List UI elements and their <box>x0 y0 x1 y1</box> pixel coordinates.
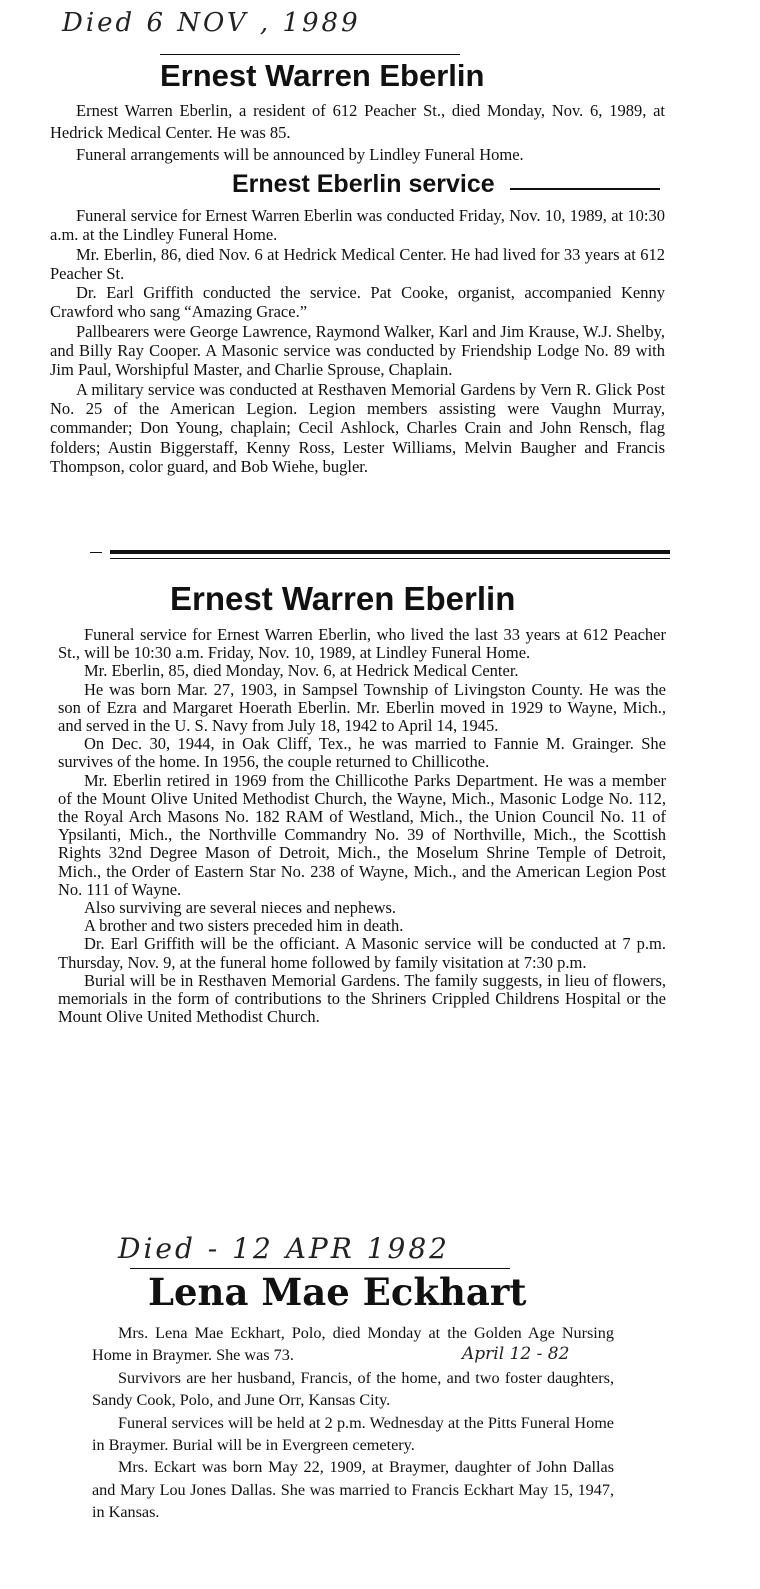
paragraph: Mrs. Eckart was born May 22, 1909, at Braymer, daughter of John Dallas and Mary Lou Jones Dallas. She was married to Francis Eckhart May 15, 1947, in Kansas. <box>92 1458 614 1522</box>
obituary-notice-eberlin <box>50 100 665 166</box>
paragraph: Funeral service for Ernest Warren Eberlin, who lived the last 33 years at 612 Peacher St., will be 10:30 a.m. Friday, Nov. 10, 1989, at Lindley Funeral Home. <box>58 625 666 663</box>
paragraph: Dr. Earl Griffith will be the officiant. A Masonic service will be conducted at 7 p.m. Thursday, Nov. 9, at the funeral home followed by family visitation at 7:30 p.m. <box>58 934 666 972</box>
service-report-eberlin <box>50 206 665 476</box>
paragraph: Funeral service for Ernest Warren Eberlin was conducted Friday, Nov. 10, 1989, at 10:30 a.m. at the Lindley Funeral Home. <box>50 206 665 245</box>
paragraph: Funeral services will be held at 2 p.m. Wednesday at the Pitts Funeral Home in Braymer. Burial will be in Evergreen cemetery. <box>92 1413 614 1455</box>
paragraph: A brother and two sisters preceded him in death. <box>84 916 404 936</box>
headline-lena-mae-eckhart: Lena Mae Eckhart <box>148 1270 527 1314</box>
rule-separator-thick <box>110 550 670 554</box>
paragraph: Mr. Eberlin, 86, died Nov. 6 at Hedrick Medical Center. He had lived for 33 years at 612 Peacher St. <box>50 244 665 283</box>
handwritten-date-1989: Died 6 NOV , 1989 <box>62 8 361 38</box>
handwritten-date-1982: Died - 12 APR 1982 <box>118 1232 450 1265</box>
paragraph: Funeral arrangements will be announced by Lindley Funeral Home. <box>76 145 524 164</box>
paragraph: Pallbearers were George Lawrence, Raymond Walker, Karl and Jim Krause, W.J. Shelby, and Billy Ray Cooper. A Masonic service was conducted by Friendship Lodge No. 89 with Jim Paul, Worshipful Master, and Charlie Sprouse, Chaplain. <box>50 321 665 380</box>
paragraph: He was born Mar. 27, 1903, in Sampsel Township of Livingston County. He was the son of Ezra and Margaret Hoerath Eberlin. Mr. Eberlin moved in 1929 to Wayne, Mich., and served in the U. S. Navy from July 18, 1942 to April 14, 1945. <box>58 679 666 736</box>
rule-under-date-2 <box>130 1268 510 1269</box>
obituary-eckhart <box>92 1322 614 1524</box>
paragraph: Dr. Earl Griffith conducted the service. Pat Cooke, organist, accompanied Kenny Crawford who sang “Amazing Grace.” <box>50 283 665 322</box>
rule-headline-underline <box>510 188 660 190</box>
paragraph: Mr. Eberlin retired in 1969 from the Chillicothe Parks Department. He was a member of the Mount Olive United Methodist Church, the Wayne, Mich., Masonic Lodge No. 112, the Royal Arch Masons No. 182 RAM of Westland, Mich., the Union Council No. 11 of Ypsilanti, Mich., the Northville Commandry No. 39 of Northville, Mich., the Scottish Rights 32nd Degree Mason of Detroit, Mich., the Moselum Shrine Temple of Detroit, Mich., the Order of Eastern Star No. 238 of Wayne, Mich., and the American Legion Post No. 111 of Wayne. <box>58 770 666 899</box>
paragraph: Mr. Eberlin, 85, died Monday, Nov. 6, at Hedrick Medical Center. <box>84 661 519 681</box>
rule-separator-lower <box>110 558 670 559</box>
paragraph: On Dec. 30, 1944, in Oak Cliff, Tex., he was married to Fannie M. Grainger. She survives of the home. In 1956, the couple returned to Chillicothe. <box>58 734 666 772</box>
paragraph: Ernest Warren Eberlin, a resident of 612 Peacher St., died Monday, Nov. 6, 1989, at Hedrick Medical Center. He was 85. <box>50 101 665 142</box>
headline-eberlin-service: Ernest Eberlin service <box>232 170 495 198</box>
headline-ernest-warren-eberlin-1: Ernest Warren Eberlin <box>160 58 485 93</box>
paragraph: A military service was conducted at Resthaven Memorial Gardens by Vern R. Glick Post No. 25 of the American Legion. Legion members assisting were Vaughn Murray, commander; Don Young, chaplain; Cecil Ashlock, Charles Crain and John Rensch, flag folders; Austin Biggerstaff, Kenny Ross, Lester Williams, Melvin Baugher and Francis Thompson, color guard, and Bob Wiehe, bugler. <box>50 379 665 476</box>
funeral-notice-eberlin <box>58 626 666 1026</box>
paragraph: Also surviving are several nieces and nephews. <box>84 898 397 918</box>
headline-ernest-warren-eberlin-2: Ernest Warren Eberlin <box>170 580 516 617</box>
paragraph: Burial will be in Resthaven Memorial Gardens. The family suggests, in lieu of flowers, memorials in the form of contributions to the Shriners Crippled Childrens Hospital or the Mount Olive United Methodist Church. <box>58 970 666 1027</box>
rule-under-date-1 <box>160 54 460 55</box>
handwritten-margin-note: April 12 - 82 <box>462 1344 570 1364</box>
rule-separator-thin <box>90 552 102 553</box>
paragraph: Survivors are her husband, Francis, of the home, and two foster daughters, Sandy Cook, Polo, and June Orr, Kansas City. <box>92 1368 614 1410</box>
paragraph: Mrs. Lena Mae Eckhart, Polo, died Monday at the Golden Age Nursing Home in Braymer. She was 73. <box>92 1324 614 1365</box>
